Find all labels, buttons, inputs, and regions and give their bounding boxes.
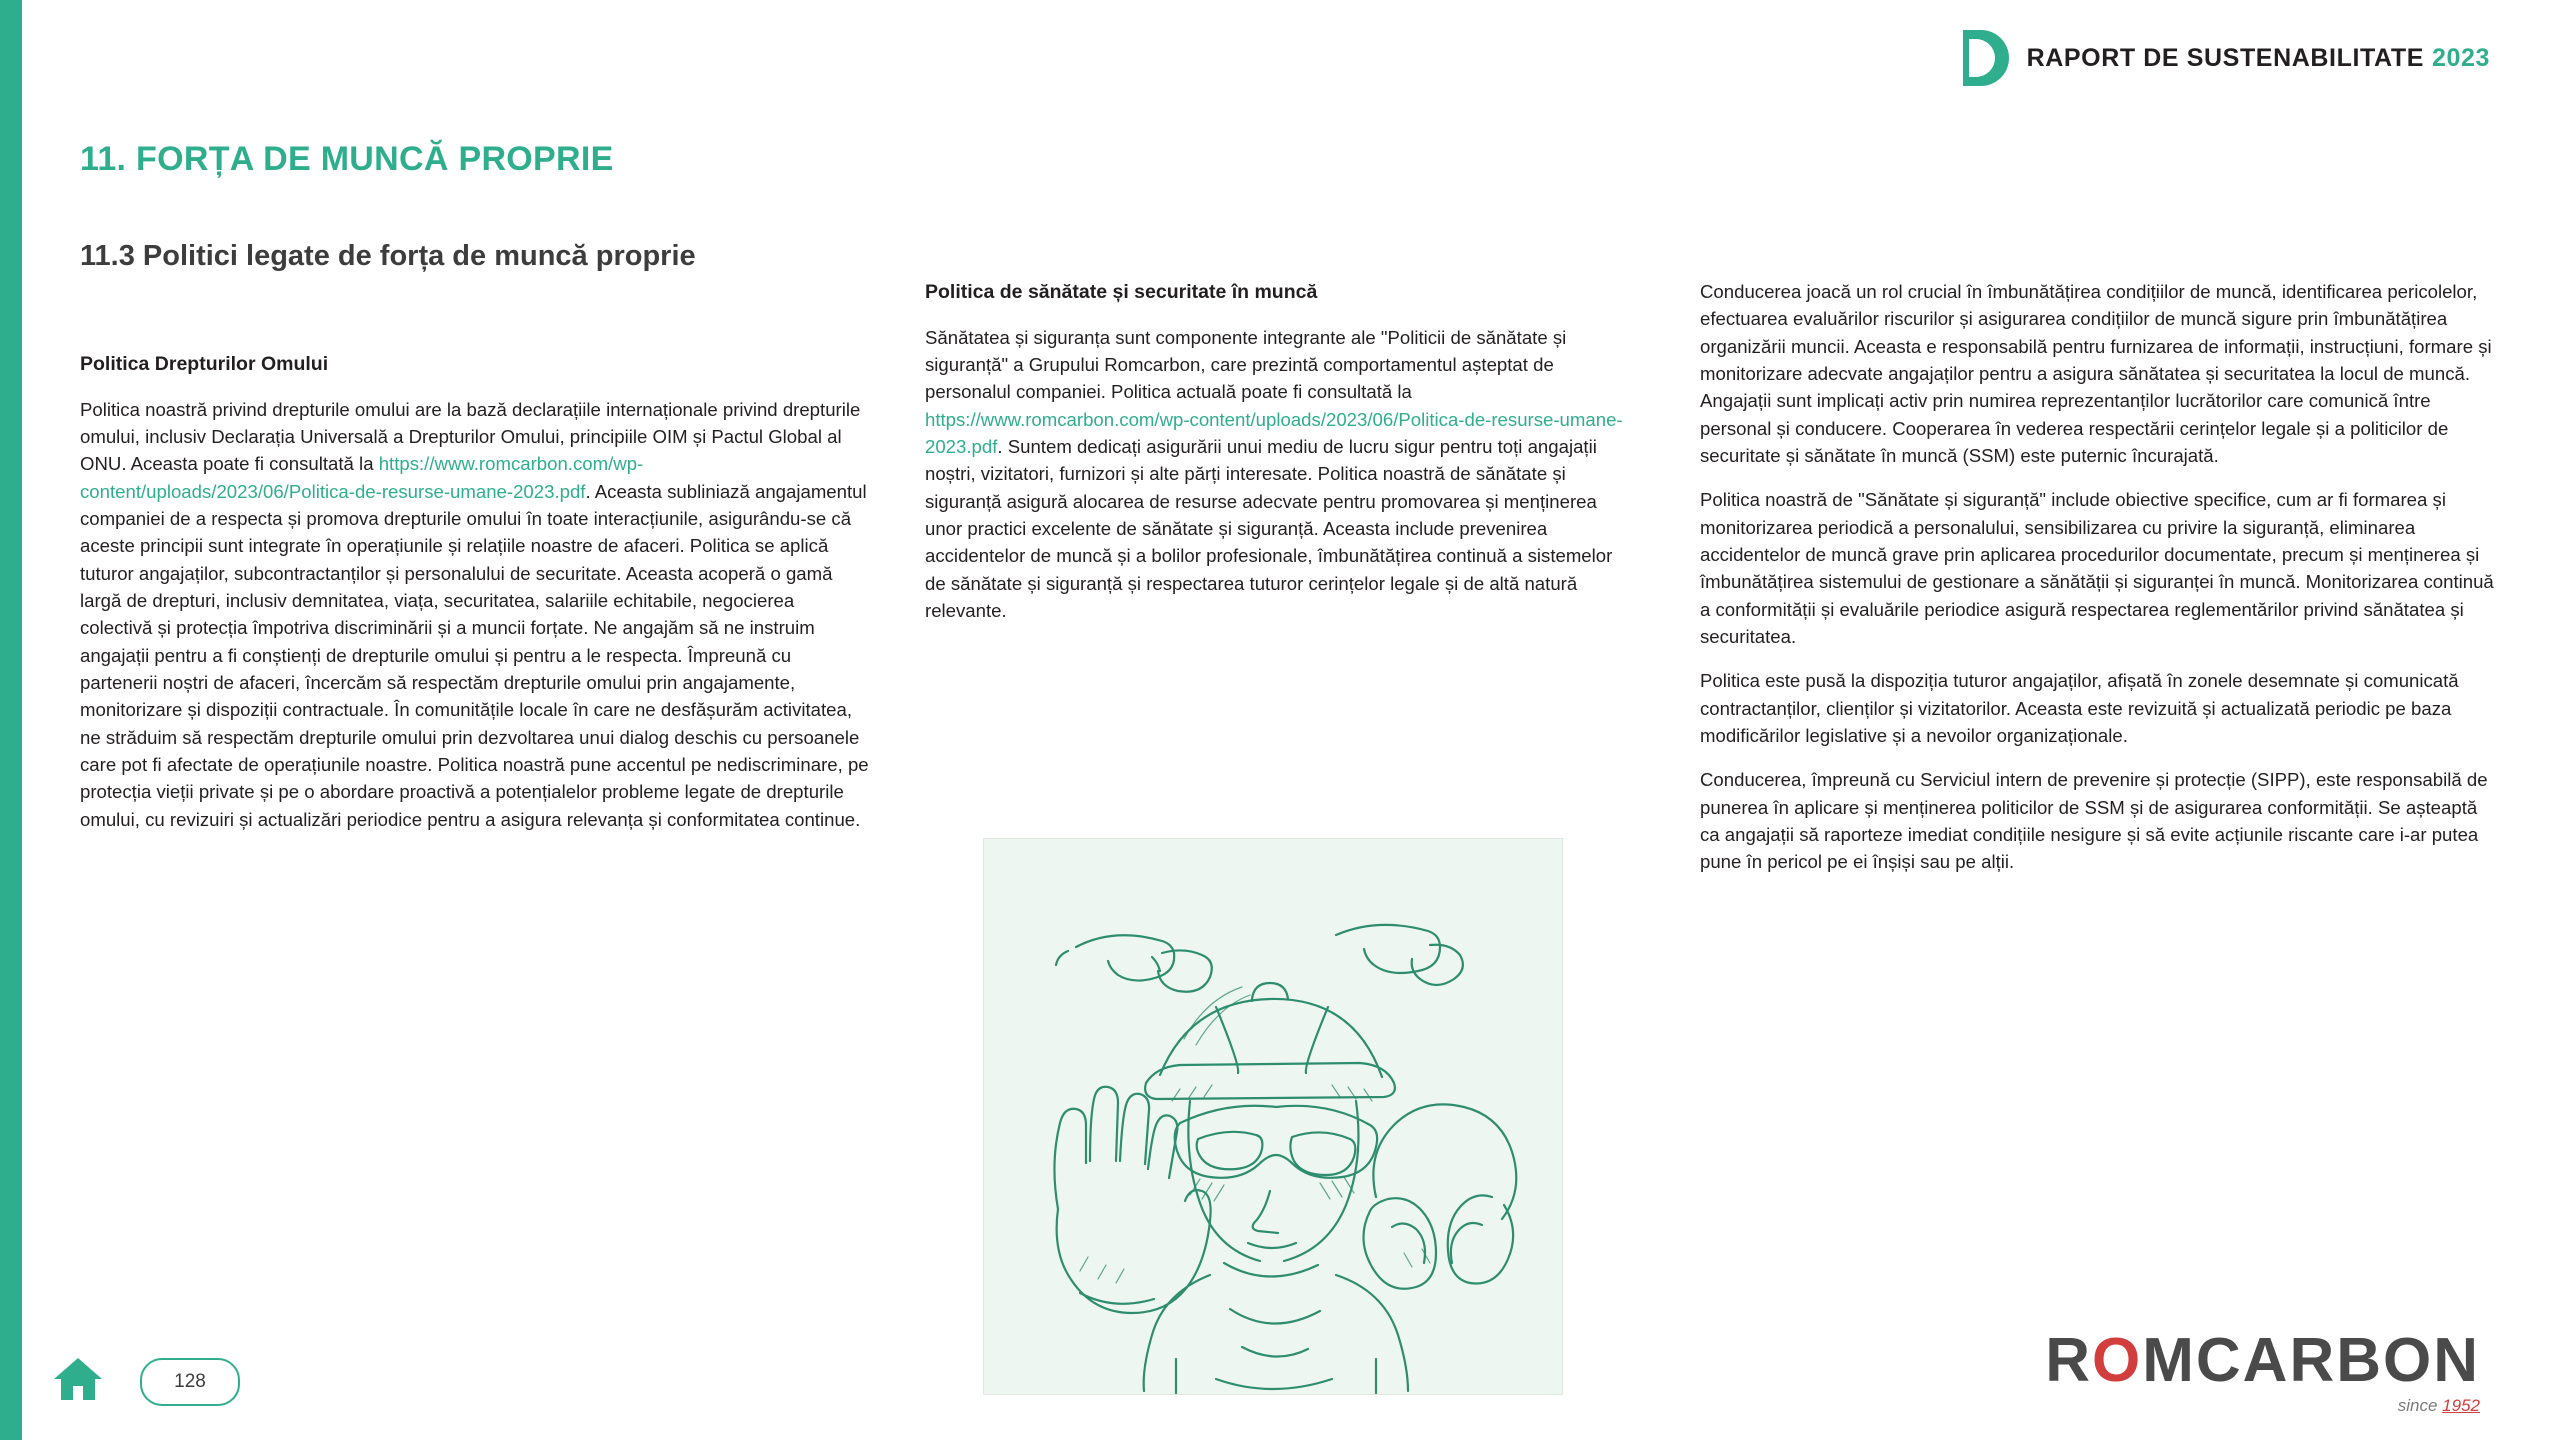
home-icon[interactable]: [52, 1355, 104, 1403]
column-three-paragraph: Politica este pusă la dispoziția tuturor angajaților, afișată în zonele desemnate și comunicată contractanților, clienților și vizitatorilor. Aceasta este revizuită și actualizată periodic pe baza modificărilor legislative și a nevoilor organizaționale.: [1700, 670, 2459, 746]
left-accent-bar: [0, 0, 22, 1440]
column-three-paragraph: Politica noastră de "Sănătate și siguranță" include obiective specifice, cum ar fi formarea și monitorizarea periodică a personalului, sensibilizarea cu privire la siguranță, eliminarea accidentelor de muncă grave prin aplicarea procedurilor documentate, precum și menținerea și îmbunătățirea sistemului de gestionare a sănătății și siguranței în muncă. Monitorizarea continuă a conformității și evaluările periodice asigură respectarea reglementărilor privind sănătatea și securitatea.: [1700, 489, 2494, 647]
page-number: 128: [174, 1371, 206, 1392]
column-two-heading: Politica de sănătate și securitate în muncă: [925, 281, 1318, 303]
brand-name: ROMCARBON: [2045, 1326, 2480, 1395]
brand-o-accent: O: [2092, 1326, 2143, 1395]
column-three: [1700, 278, 2500, 893]
column-two: [925, 278, 1625, 641]
column-one-text-lead: Politica noastră privind drepturile omului are la bază declarațiile internaționale privind drepturile omului, inclusiv Declarația Universală a Drepturilor Omului, principiile OIM și Pactul Global al ONU. Aceasta poate fi consultată la: [80, 398, 861, 475]
page-header: [1963, 30, 2490, 86]
brand-since-year: 1952: [2442, 1396, 2480, 1415]
header-year: 2023: [2431, 43, 2490, 72]
header-title: RAPORT DE SUSTENABILITATE: [2026, 43, 2424, 72]
chapter-title: 11. FORȚA DE MUNCĂ PROPRIE: [80, 140, 614, 178]
health-safety-policy-link[interactable]: https://www.romcarbon.com/wp-content/uploads/2023/06/Politica-de-resurse-umane-2023.pdf: [925, 408, 1623, 457]
header-title-group: [2027, 44, 2490, 73]
brand-since: since 1952: [2397, 1396, 2480, 1415]
column-two-text-rest: . Suntem dedicați asigurării unui mediu de lucru sigur pentru toți angajații noștri, vizitatori, furnizori și alte părți interesate. Politica noastră de sănătate și siguranță asigură alocarea de resurse adecvate pentru promovarea și menținerea unor practici excelente de sănătate și siguranță. Aceasta include prevenirea accidentelor de muncă și a bolilor profesionale, îmbunătățirea continuă a sistemelor de sănătate și siguranță și respectarea tuturor cerințelor legale și de altă natură relevante.: [925, 435, 1613, 621]
column-three-paragraph: Conducerea joacă un rol crucial în îmbunătățirea condițiilor de muncă, identificarea pericolelor, efectuarea evaluărilor riscurilor și asigurarea condițiilor de muncă sigure prin îmbunătățirea organizării muncii. Aceasta e responsabilă pentru furnizarea de informații, instrucțiuni, formare și monitorizare adecvate angajaților pentru a asigura sănătatea și securitatea la locul de muncă. Angajații sunt implicați activ prin numirea reprezentanților lucrătorilor care comunică între personal și conducere. Cooperarea în vederea respectării cerințelor legale și a politicilor de securitate și sănătate în muncă (SSM) este puternic încurajată.: [1700, 281, 2492, 466]
column-one-heading: Politica Drepturilor Omului: [80, 353, 329, 375]
page-number-badge: [140, 1358, 240, 1406]
column-one: [80, 350, 870, 850]
column-two-body: [925, 324, 1625, 625]
column-one-body: [80, 396, 870, 833]
brand-logo: [2045, 1326, 2480, 1416]
human-rights-policy-link[interactable]: https://www.romcarbon.com/wp-content/uploads/2023/06/Politica-de-resurse-umane-2023.pdf: [80, 453, 644, 502]
worker-ppe-illustration: [983, 838, 1563, 1395]
column-three-paragraph: Conducerea, împreună cu Serviciul intern de prevenire și protecție (SIPP), este responsabilă de punerea în aplicare și menținerea politicilor de SSM și de asigurarea conformității. Se așteaptă ca angajații să raporteze imediat condițiile nesigure și să evite acțiunile riscante care i-ar putea pune în pericol pe ei înșiși sau pe alții.: [1700, 769, 2488, 873]
column-two-text-lead: Sănătatea și siguranța sunt componente integrante ale "Politicii de sănătate și siguranță" a Grupului Romcarbon, care prezintă comportamentul așteptat de personalul companiei. Politica actuală poate fi consultată la: [925, 326, 1567, 403]
romcarbon-leaf-mark-icon: [1963, 30, 2009, 86]
column-one-text-rest: . Aceasta subliniază angajamentul companiei de a respecta și promova drepturile omului în toate interacțiunile, asigurându-se că aceste principii sunt integrate în operațiunile și relațiile noastre de afaceri. Politica se aplică tuturor angajaților, subcontractanților și personalului de securitate. Aceasta acoperă o gamă largă de drepturi, inclusiv demnitatea, viața, securitatea, salariile echitabile, negocierea colectivă și protecția împotriva discriminării și a muncii forțate. Ne angajăm să ne instruim angajații pentru a fi conștienți de drepturile omului și pentru a le respecta. Împreună cu partenerii noștri de afaceri, încercăm să respectăm drepturile omului prin angajamente, monitorizare și dispoziții contractuale. În comunitățile locale în care ne desfășurăm activitatea, ne străduim să respectăm drepturile omului prin dezvoltarea unui dialog deschis cu persoanele care pot fi afectate de operațiunile noastre. Politica noastră pune accentul pe nediscriminare, pe protecția vieții private și pe o abordare proactivă a potențialelor probleme legate de drepturile omului, cu revizuiri și actualizări periodice pentru a asigura relevanța și conformitatea continue.: [80, 480, 869, 830]
section-title: 11.3 Politici legate de forța de muncă proprie: [80, 240, 696, 272]
